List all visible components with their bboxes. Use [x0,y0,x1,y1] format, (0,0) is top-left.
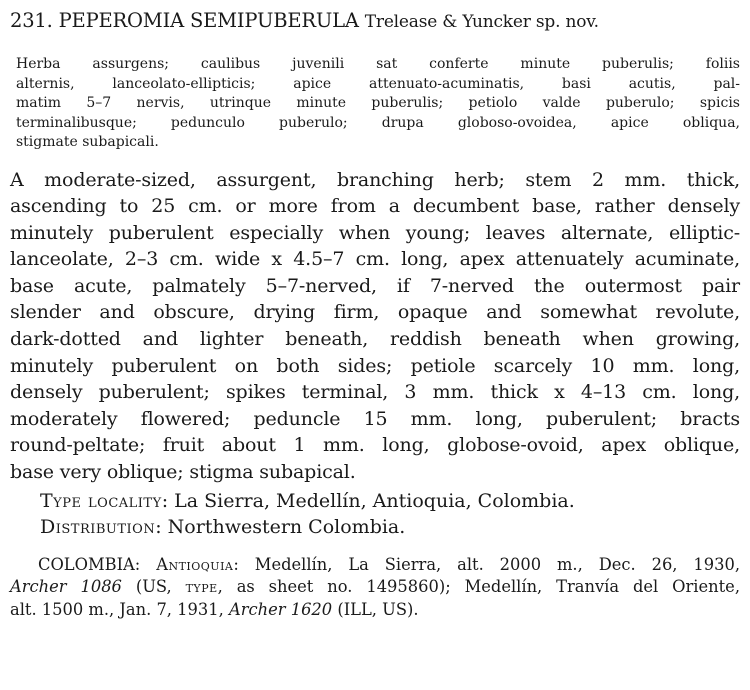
type-locality-value: La Sierra, Medellín, Antioquia, Colombia. [174,489,575,512]
locality-info [10,488,740,541]
latin-line: stigmate subapicali. [16,134,159,150]
latin-line: terminalibusque; pedunculo puberulo; drupa globoso-ovoidea, apice obliqua, [16,114,740,131]
description-line: lanceolate, 2–3 cm. wide x 4.5–7 cm. long, apex attenuately acuminate, [10,248,740,271]
latin-line: alternis, lanceolato-ellipticis; apice attenuato-acuminatis, basi acutis, pal- [16,75,740,92]
distribution-label: Distribution [40,516,156,539]
distribution: Distribution: Northwestern Colombia. [40,516,406,539]
specimen-line: COLOMBIA: Antioquia: Medellín, La Sierra, alt. 2000 m., Dec. 26, 1930, [38,554,740,574]
description-line: slender and obscure, drying firm, opaque and somewhat revolute, [10,301,740,324]
species-number: 231. [10,9,53,32]
description-line: round-peltate; fruit about 1 mm. long, globose-ovoid, apex oblique, [10,434,740,457]
description-line: densely puberulent; spikes terminal, 3 mm. thick x 4–13 cm. long, [10,381,740,404]
specimen-collector: Archer 1086 [10,577,122,597]
latin-line: Herba assurgens; caulibus juvenili sat conferte minute puberulis; foliis [16,56,740,72]
species-authority: Trelease & Yuncker sp. nov. [364,12,599,32]
specimen-text: Medellín, La Sierra, alt. 2000 m., Dec. 26, 1930, [254,554,740,574]
specimen-line [10,599,740,622]
description-line: moderately flowered; peduncle 15 mm. long, puberulent; bracts [10,407,740,430]
distribution-value: Northwestern Colombia. [167,516,406,539]
latin-diagnosis [16,55,740,153]
description-line: minutely puberulent on both sides; petiole scarcely 10 mm. long, [10,354,740,377]
description-line: base acute, palmately 5–7-nerved, if 7-nerved the outermost pair [10,274,740,297]
description-line: A moderate-sized, assurgent, branching herb; stem 2 mm. thick, [10,168,740,191]
description-line: ascending to 25 cm. or more from a decumbent base, rather densely [10,195,740,218]
english-description [10,167,740,486]
species-heading [10,8,740,35]
specimens-cited [10,554,740,622]
species-name: PEPEROMIA SEMIPUBERULA [58,9,359,32]
specimen-country: COLOMBIA [38,554,135,574]
description-line: base very oblique; stigma subapical. [10,461,356,484]
type-locality-label: Type locality [40,489,162,512]
specimen-text: (US, [135,577,172,597]
specimen-text: , as sheet no. 1495860); Medellín, Tranvía del Oriente, [217,577,740,597]
description-line: dark-dotted and lighter beneath, reddish beneath when growing, [10,328,740,351]
latin-line: matim 5–7 nervis, utrinque minute puberulis; petiolo valde puberulo; spicis [16,95,740,111]
specimen-text: (ILL, US). [337,599,419,619]
type-locality: Type locality: La Sierra, Medellín, Antioquia, Colombia. [40,489,575,512]
specimen-department: Antioquia [156,554,234,574]
specimen-text: alt. 1500 m., Jan. 7, 1931, [10,599,224,619]
specimen-collector: Archer 1620 [228,599,333,619]
specimen-line [10,576,740,599]
description-line: minutely puberulent especially when young; leaves alternate, elliptic- [10,221,740,244]
type-marker: type [185,577,218,597]
